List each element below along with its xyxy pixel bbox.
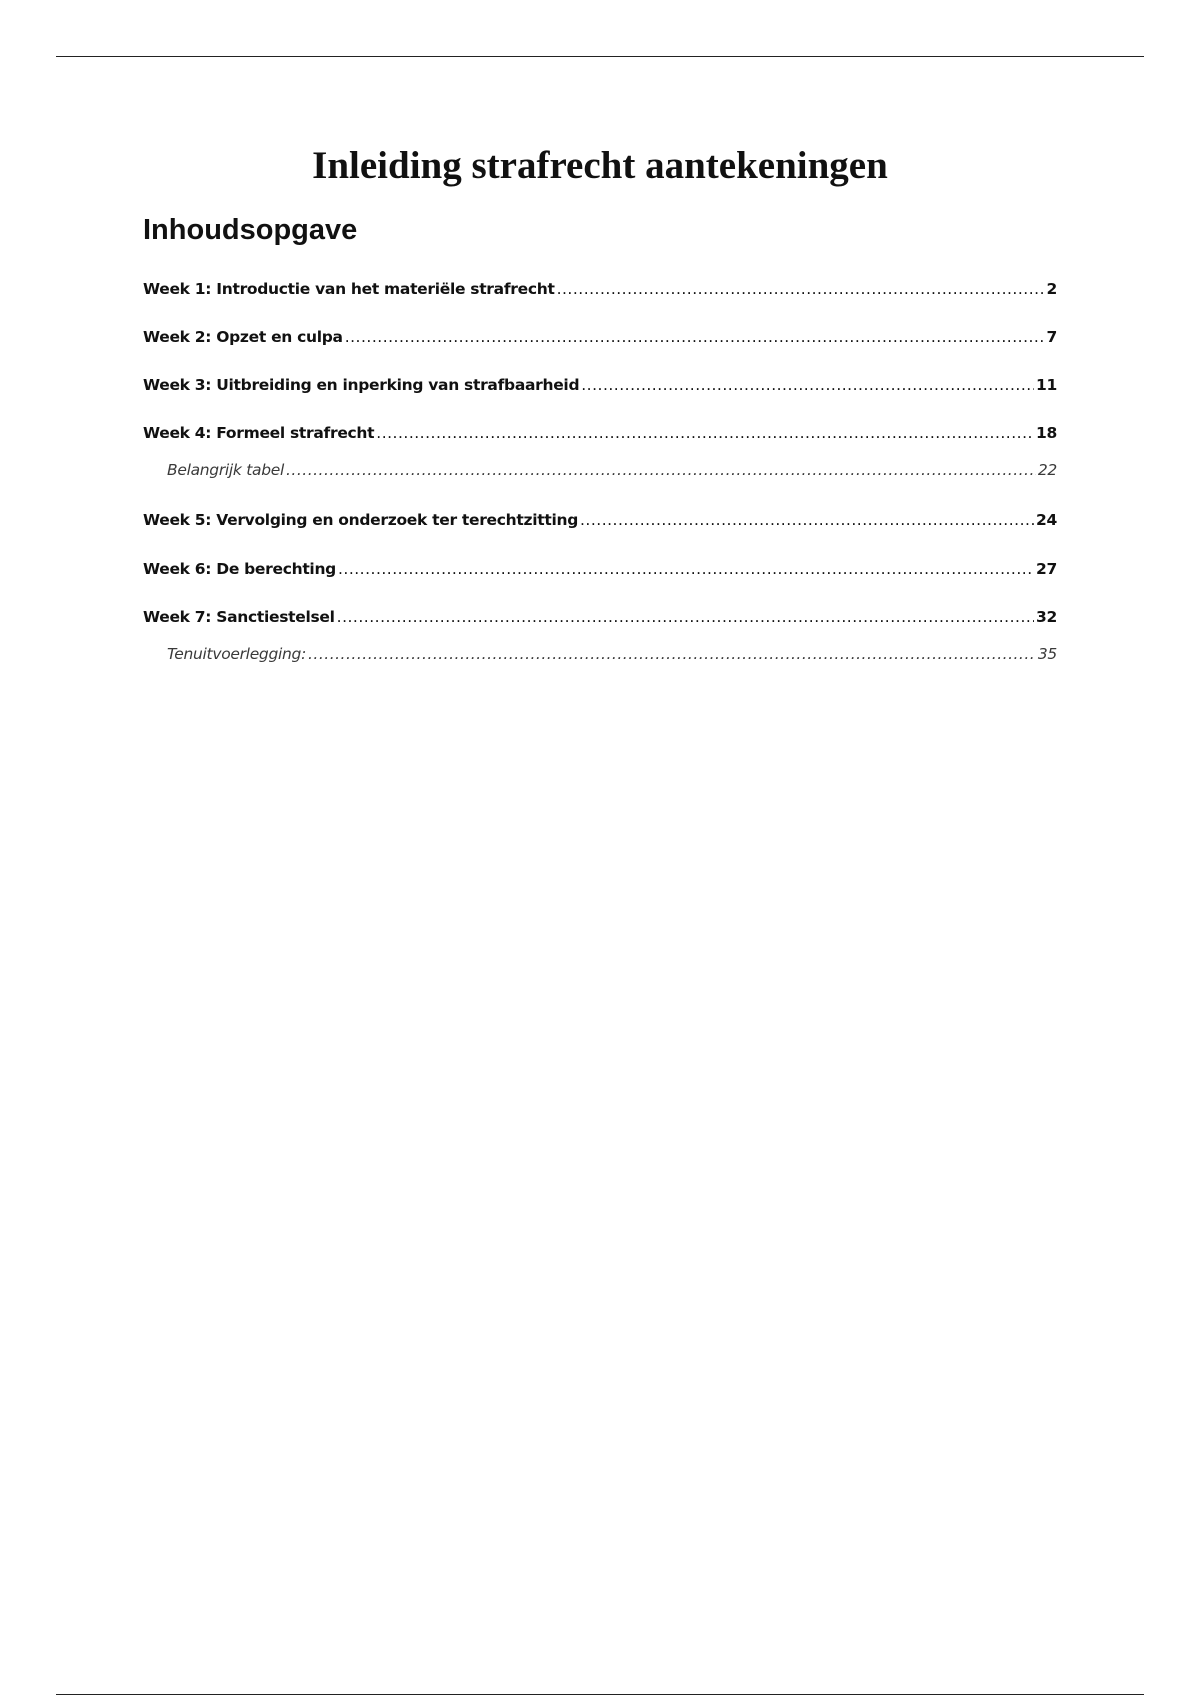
toc-entry-label: Week 7: Sanctiestelsel	[143, 608, 335, 626]
toc-entry-week-3[interactable]	[143, 373, 1057, 397]
toc-entry-belangrijk-tabel[interactable]	[167, 458, 1057, 482]
toc-entry-page-number: 7	[1046, 328, 1057, 346]
header-rule	[56, 56, 1144, 57]
toc-entry-label: Week 5: Vervolging en onderzoek ter terechtzitting	[143, 511, 578, 529]
toc-leader-dots	[337, 605, 1034, 629]
toc-entry-label: Week 4: Formeel strafrecht	[143, 424, 375, 442]
toc-entry-page-number: 2	[1046, 280, 1057, 298]
toc-leader-dots	[557, 277, 1045, 301]
toc-entry-page-number: 35	[1037, 645, 1057, 663]
toc-entry-week-2[interactable]	[143, 325, 1057, 349]
toc-entry-label: Week 2: Opzet en culpa	[143, 328, 343, 346]
footer-rule	[56, 1694, 1144, 1695]
toc-entry-week-1[interactable]	[143, 277, 1057, 301]
toc-entry-week-7[interactable]	[143, 605, 1057, 629]
toc-entry-tenuitvoerlegging[interactable]	[167, 642, 1057, 666]
toc-leader-dots	[308, 642, 1036, 666]
toc-entry-week-4[interactable]	[143, 421, 1057, 445]
toc-entry-page-number: 11	[1036, 376, 1057, 394]
toc-leader-dots	[286, 458, 1036, 482]
toc-entry-page-number: 24	[1036, 511, 1057, 529]
toc-entry-page-number: 32	[1036, 608, 1057, 626]
toc-entry-page-number: 18	[1036, 424, 1057, 442]
toc-entry-label: Tenuitvoerlegging:	[167, 645, 306, 663]
toc-leader-dots	[581, 373, 1034, 397]
toc-leader-dots	[338, 557, 1034, 581]
document-title: Inleiding strafrecht aantekeningen	[312, 144, 888, 187]
toc-entry-page-number: 22	[1037, 461, 1057, 479]
toc-entry-label: Week 6: De berechting	[143, 560, 336, 578]
toc-entry-week-6[interactable]	[143, 557, 1057, 581]
toc-entry-week-5[interactable]	[143, 508, 1057, 532]
toc-entry-label: Week 3: Uitbreiding en inperking van strafbaarheid	[143, 376, 580, 394]
toc-entry-label: Belangrijk tabel	[167, 461, 284, 479]
toc-heading: Inhoudsopgave	[143, 214, 358, 246]
toc-leader-dots	[580, 508, 1034, 532]
toc-entry-page-number: 27	[1036, 560, 1057, 578]
toc-leader-dots	[345, 325, 1045, 349]
toc-entry-label: Week 1: Introductie van het materiële strafrecht	[143, 280, 555, 298]
toc-leader-dots	[376, 421, 1034, 445]
